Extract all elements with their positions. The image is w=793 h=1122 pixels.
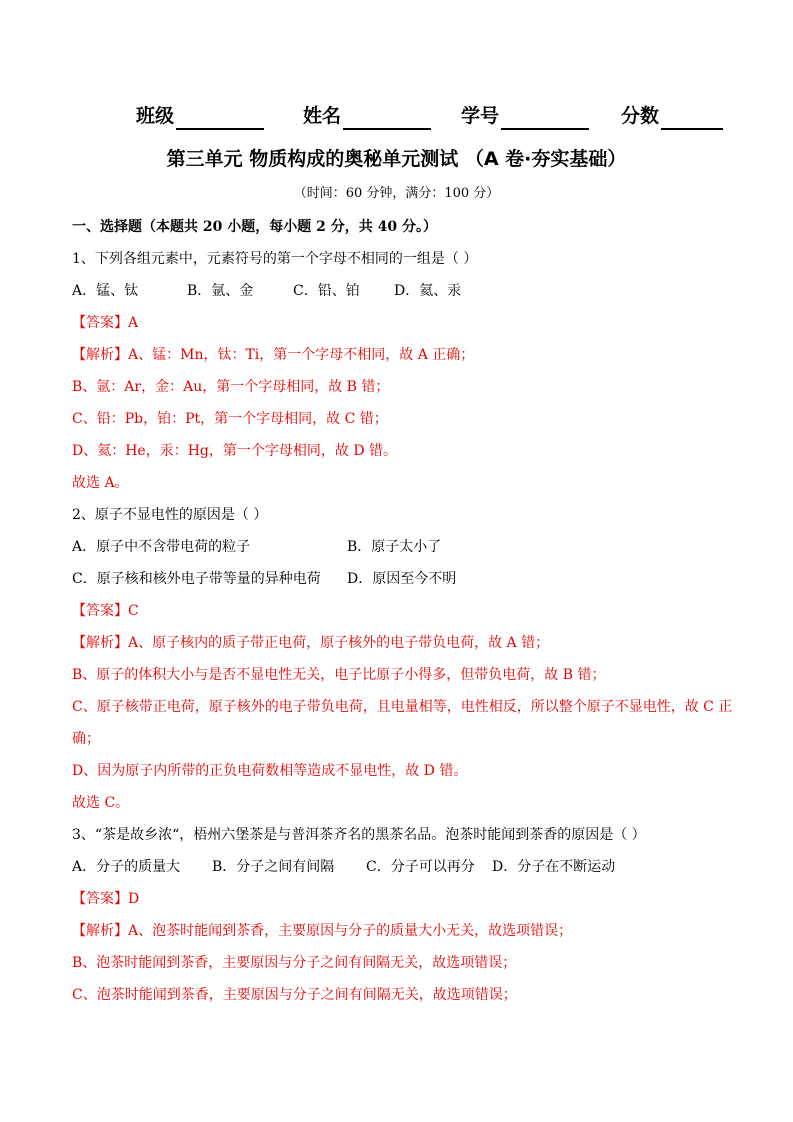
q3-option-b[interactable]: B．分子之间有间隔 (212, 859, 335, 875)
question-2-stem: 2、原子不显电性的原因是（ ） (72, 507, 268, 523)
q2-analysis-line: 确； (72, 731, 100, 747)
section-text-3: 分，共 (325, 219, 378, 235)
q3-option-a[interactable]: A．分子的质量大 (72, 859, 181, 875)
section-total: 40 (377, 219, 398, 235)
student-id-field (461, 102, 589, 130)
q2-option-c[interactable]: C．原子核和核外电子带等量的异种电荷 (72, 571, 321, 587)
q1-analysis-line: C、铅：Pb，铂：Pt，第一个字母相同，故 C 错； (72, 411, 388, 427)
q1-analysis-line: 【解析】A、锰：Mn，钛：Ti，第一个字母不相同，故 A 正确； (72, 347, 475, 363)
q2-option-d[interactable]: D．原因至今不明 (347, 571, 457, 587)
section-each-score: 2 (316, 219, 326, 235)
q1-answer: 【答案】A (72, 315, 139, 331)
page-title: 第三单元 物质构成的奥秘单元测试 （A 卷·夯实基础） (166, 148, 627, 170)
score-field (621, 102, 723, 130)
q1-analysis-line: D、氦：He，汞：Hg，第一个字母相同，故 D 错。 (72, 443, 398, 459)
score-label: 分数 (621, 105, 660, 127)
section-text-1: 一、选择题（本题共 (72, 219, 203, 235)
q3-analysis-line: 【解析】A、泡茶时能闻到茶香，主要原因与分子的质量大小无关，故选项错误； (72, 923, 573, 939)
name-field (303, 102, 431, 130)
student-info-row (0, 102, 793, 130)
student-id-blank[interactable] (501, 106, 589, 130)
score-blank[interactable] (661, 106, 723, 130)
q3-option-d[interactable]: D．分子在不断运动 (492, 859, 616, 875)
q1-conclusion: 故选 A。 (72, 475, 129, 491)
q3-option-c[interactable]: C．分子可以再分 (366, 859, 475, 875)
class-field (136, 102, 264, 130)
class-label: 班级 (136, 105, 175, 127)
section-heading (72, 217, 437, 237)
class-blank[interactable] (176, 106, 264, 130)
section-text-2: 小题，每小题 (222, 219, 317, 235)
question-2-options-row-1 (72, 537, 722, 557)
q2-option-b[interactable]: B．原子太小了 (347, 539, 442, 555)
q1-option-c[interactable]: C．铅、铂 (293, 283, 360, 299)
name-label: 姓名 (303, 105, 342, 127)
q2-analysis-line: C、原子核带正电荷，原子核外的电子带负电荷，且电量相等，电性相反，所以整个原子不显电性，故 C 正 (72, 699, 733, 715)
question-1-stem: 1、下列各组元素中，元素符号的第一个字母不相同的一组是（ ） (72, 251, 478, 267)
question-1-options (72, 281, 722, 301)
question-3-stem: 3、“茶是故乡浓“，梧州六堡茶是与普洱茶齐名的黑茶名品。泡茶时能闻到茶香的原因是（ ） (72, 827, 646, 843)
q2-analysis-line: 【解析】A、原子核内的质子带正电荷，原子核外的电子带负电荷，故 A 错； (72, 635, 550, 651)
q2-analysis-line: D、因为原子内所带的正负电荷数相等造成不显电性，故 D 错。 (72, 763, 468, 779)
q1-option-b[interactable]: B．氩、金 (187, 283, 254, 299)
student-id-label: 学号 (461, 105, 500, 127)
name-blank[interactable] (343, 106, 431, 130)
q1-option-d[interactable]: D．氦、汞 (394, 283, 462, 299)
q2-answer: 【答案】C (72, 603, 139, 619)
section-count: 20 (202, 219, 223, 235)
q1-option-a[interactable]: A．锰、钛 (72, 283, 139, 299)
q3-answer: 【答案】D (72, 891, 140, 907)
q1-analysis-line: B、氩：Ar，金：Au，第一个字母相同，故 B 错； (72, 379, 390, 395)
exam-time-note: （时间：60 分钟，满分：100 分） (293, 186, 500, 201)
q3-analysis-line: C、泡茶时能闻到茶香，主要原因与分子之间有间隔无关，故选项错误； (72, 987, 517, 1003)
q3-analysis-line: B、泡茶时能闻到茶香，主要原因与分子之间有间隔无关，故选项错误； (72, 955, 517, 971)
question-2-options-row-2 (72, 569, 722, 589)
q2-conclusion: 故选 C。 (72, 795, 130, 811)
section-text-4: 分。） (397, 219, 437, 235)
question-3-options (72, 857, 722, 877)
q2-analysis-line: B、原子的体积大小与是否不显电性无关，电子比原子小得多，但带负电荷，故 B 错； (72, 667, 606, 683)
q2-option-a[interactable]: A．原子中不含带电荷的粒子 (72, 539, 251, 555)
